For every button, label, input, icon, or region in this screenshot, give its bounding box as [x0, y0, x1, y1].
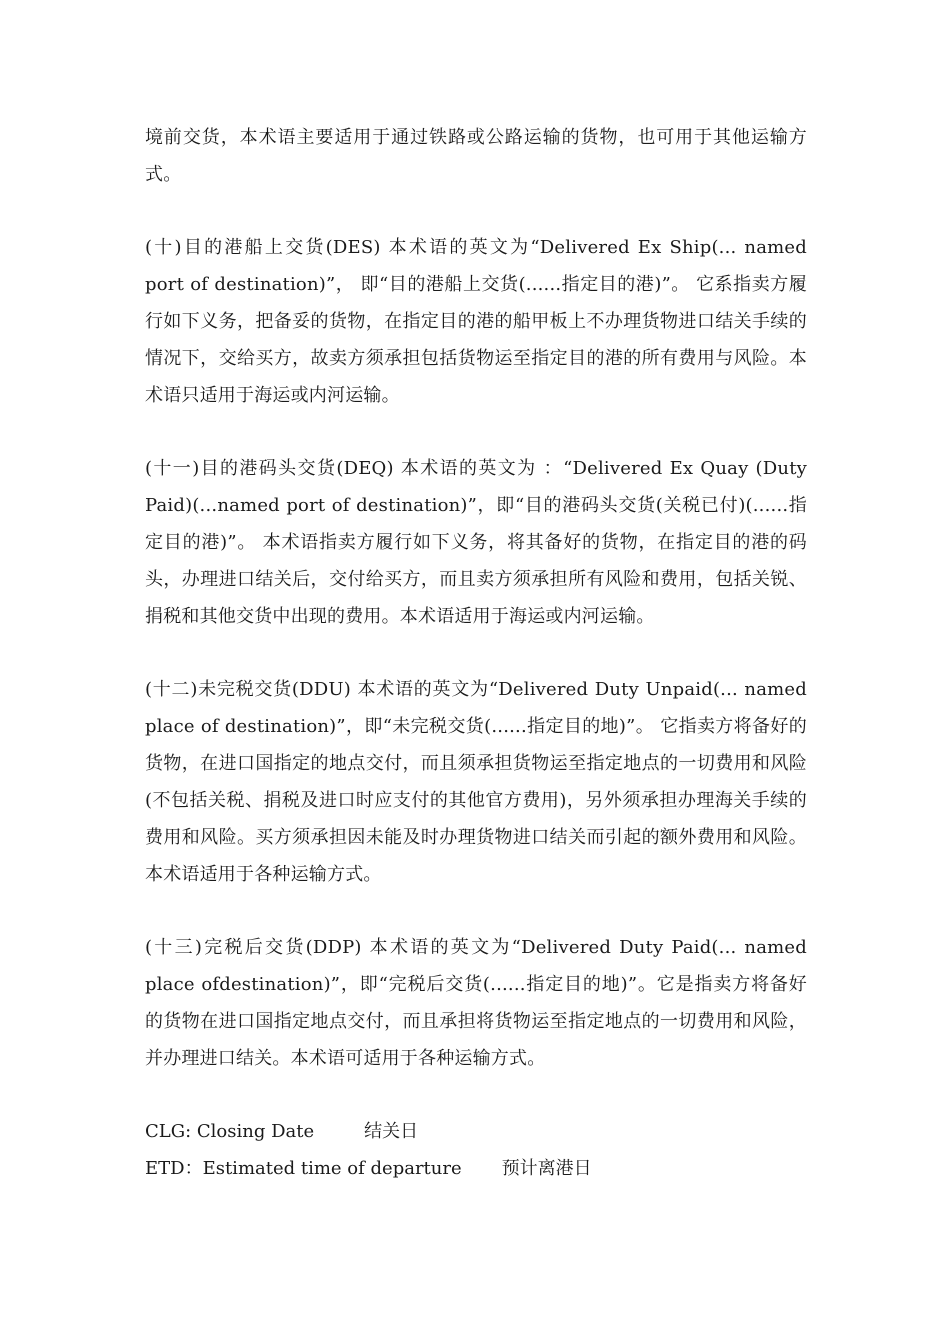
term-etd-abbr: ETD：Estimated time of departure — [145, 1158, 462, 1179]
term-clg-meaning: 结关日 — [364, 1121, 419, 1142]
paragraph-intro: 境前交货，本术语主要适用于通过铁路或公路运输的货物，也可用于其他运输方式。 — [145, 127, 807, 185]
paragraph-des: (十)目的港船上交货(DES) 本术语的英文为“Delivered Ex Ship(... named port of destination)”， 即“目的港船上交货(......指定目的港)”。 它系指卖方履行如下义务，把备妥的货物，在指定目的港的船甲板上不办理货物进口结关手续的情况下，交给买方，故卖方须承担包括货物运至指定目的港的所有费用与风险。本术语只适用于海运或内河运输。 — [145, 237, 807, 406]
term-clg — [145, 1113, 807, 1150]
document-body — [145, 119, 807, 1187]
term-clg-abbr: CLG: Closing Date — [145, 1121, 315, 1142]
paragraph-ddp: (十三)完税后交货(DDP) 本术语的英文为“Delivered Duty Paid(... named place ofdestination)”，即“完税后交货(......指定目的地)”。它是指卖方将备好的货物在进口国指定地点交付，而且承担将货物运至指定地点的一切费用和风险，并办理进口结关。本术语可适用于各种运输方式。 — [145, 937, 807, 1069]
paragraph-deq: (十一)目的港码头交货(DEQ) 本术语的英文为 ：“Delivered Ex Quay (Duty Paid)(...named port of destination)”，即“目的港码头交货(关税已付)(......指定目的港)”。 本术语指卖方履行如下义务，将其备好的货物，在指定目的港的码头，办理进口结关后，交付给买方，而且卖方须承担所有风险和费用，包括关锐、捐税和其他交货中出现的费用。本术语适用于海运或内河运输。 — [145, 458, 807, 627]
term-etd — [145, 1150, 807, 1187]
paragraph-ddu: (十二)未完税交货(DDU) 本术语的英文为“Delivered Duty Unpaid(... named place of destination)”，即“未完税交货(......指定目的地)”。 它指卖方将备好的货物，在进口国指定的地点交付，而且须承担货物运至指定地点的一切费用和风险(不包括关税、捐税及进口时应支付的其他官方费用)，另外须承担办理海关手续的费用和风险。买方须承担因未能及时办理货物进口结关而引起的额外费用和风险。本术语适用于各种运输方式。 — [145, 679, 807, 885]
term-etd-meaning: 预计离港日 — [501, 1158, 592, 1179]
